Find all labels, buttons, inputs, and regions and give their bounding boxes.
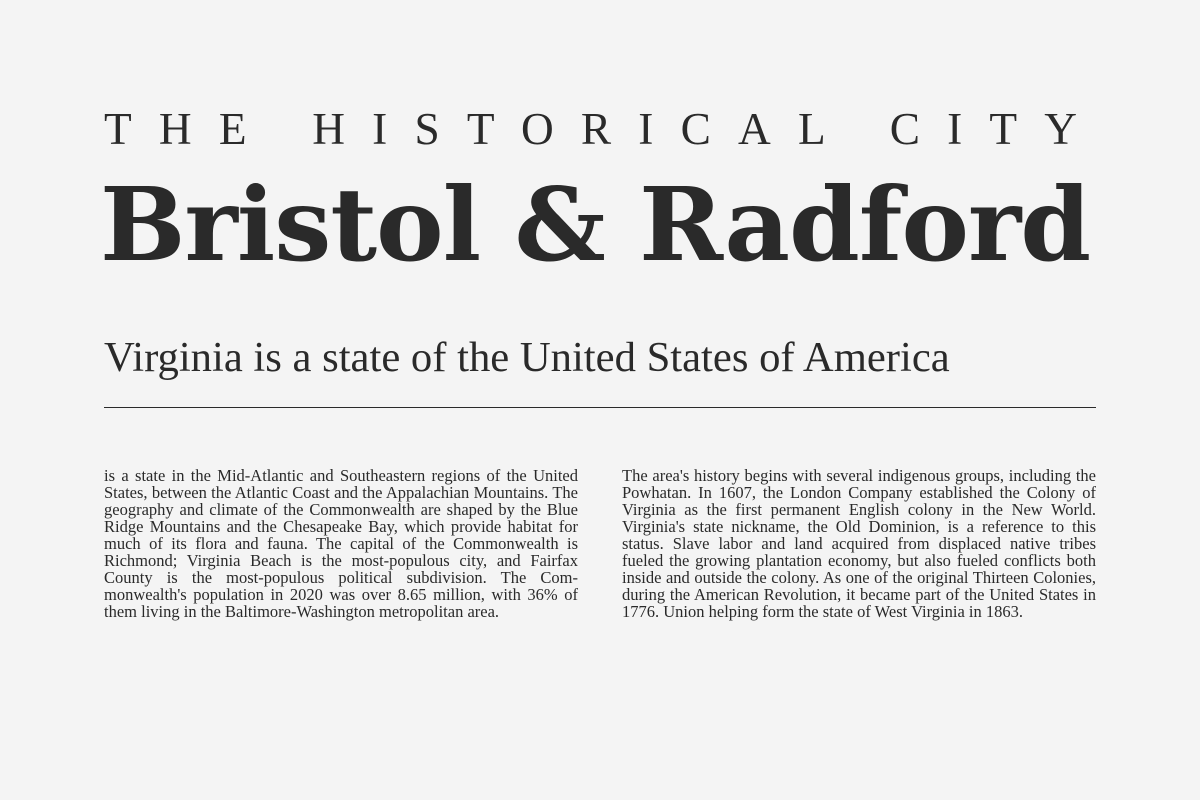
kicker-heading: THE HISTORICAL CITY (104, 104, 1105, 154)
body-column-left: is a state in the Mid-Atlantic and Southeastern regions of the United States, between the Atlantic Coast and the Appalachian Mountains. The geography and climate of the Commonwealth are shaped by the Blue Ridge Mountains and the Chesapeake Bay, which provide habitat for much of its flora and fauna. The capital of the Commonwealth is Richmond; Virginia Beach is the most-populous city, and Fairfax County is the most-populous political subdivision. The Commonwealth's population in 2020 was over 8.65 million, with 36% of them living in the Baltimore-Washington metropolitan area. (104, 466, 578, 621)
divider-rule (104, 407, 1096, 408)
page-title: Bristol & Radford (100, 165, 1091, 284)
body-column-right: The area's history begins with several indigenous groups, including the Powhatan. In 1607, the London Company established the Colony of Virginia as the first permanent English colony in the New World. Virginia's state nickname, the Old Dominion, is a reference to this status. Slave labor and land acquired from displaced native tribes fueled the growing plantation economy, but also fueled conflicts both inside and outside the colony. As one of the original Thirteen Colonies, during the American Revolution, it became part of the United States in 1776. Union helping form the state of West Virginia in 1863. (622, 466, 1096, 621)
subtitle: Virginia is a state of the United States of America (104, 334, 950, 381)
